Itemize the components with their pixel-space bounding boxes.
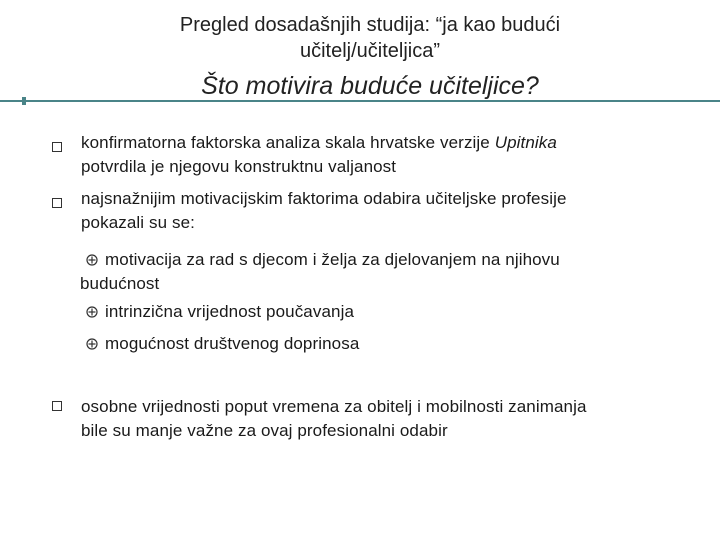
divider-rule-left <box>0 100 22 102</box>
sub-bullet-item <box>80 248 705 296</box>
divider-rule-right <box>26 100 720 102</box>
circled-plus-icon <box>86 338 98 350</box>
title-line-1: Pregled dosadašnjih studija: “ja kao budući <box>179 14 561 36</box>
bullet-item <box>81 131 691 179</box>
bullet-line: najsnažnijim motivacijskim faktorima odabira učiteljske profesije <box>81 189 567 208</box>
square-bullet-icon <box>52 198 62 208</box>
bullet-text-italic: Upitnika <box>494 133 557 152</box>
sub-bullet-line: budućnost <box>80 274 160 293</box>
slide-heading: Što motivira buduće učiteljice? <box>201 72 539 100</box>
bullet-line: potvrdila je njegovu konstruktnu valjanost <box>81 157 397 176</box>
sub-bullet-item: intrinzična vrijednost poučavanja <box>105 302 354 321</box>
bullet-item <box>81 187 691 235</box>
title-line-2: učitelj/učiteljica” <box>299 40 441 62</box>
bullet-line <box>81 131 691 155</box>
bullet-line: osobne vrijednosti poput vremena za obitelj i mobilnosti zanimanja <box>81 397 587 416</box>
bullet-line: pokazali su se: <box>81 213 195 232</box>
slide-title <box>90 12 650 64</box>
sub-bullet-item: mogućnost društvenog doprinosa <box>105 334 360 353</box>
bullet-item <box>81 395 691 443</box>
bullet-line: bile su manje važne za ovaj profesionalni odabir <box>81 421 448 440</box>
circled-plus-icon <box>86 306 98 318</box>
circled-plus-icon <box>86 254 98 266</box>
bullet-text: konfirmatorna faktorska analiza skala hrvatske verzije <box>81 133 495 152</box>
square-bullet-icon <box>52 142 62 152</box>
sub-bullet-line: motivacija za rad s djecom i želja za djelovanjem na njihovu <box>105 250 560 269</box>
square-bullet-icon <box>52 401 62 411</box>
